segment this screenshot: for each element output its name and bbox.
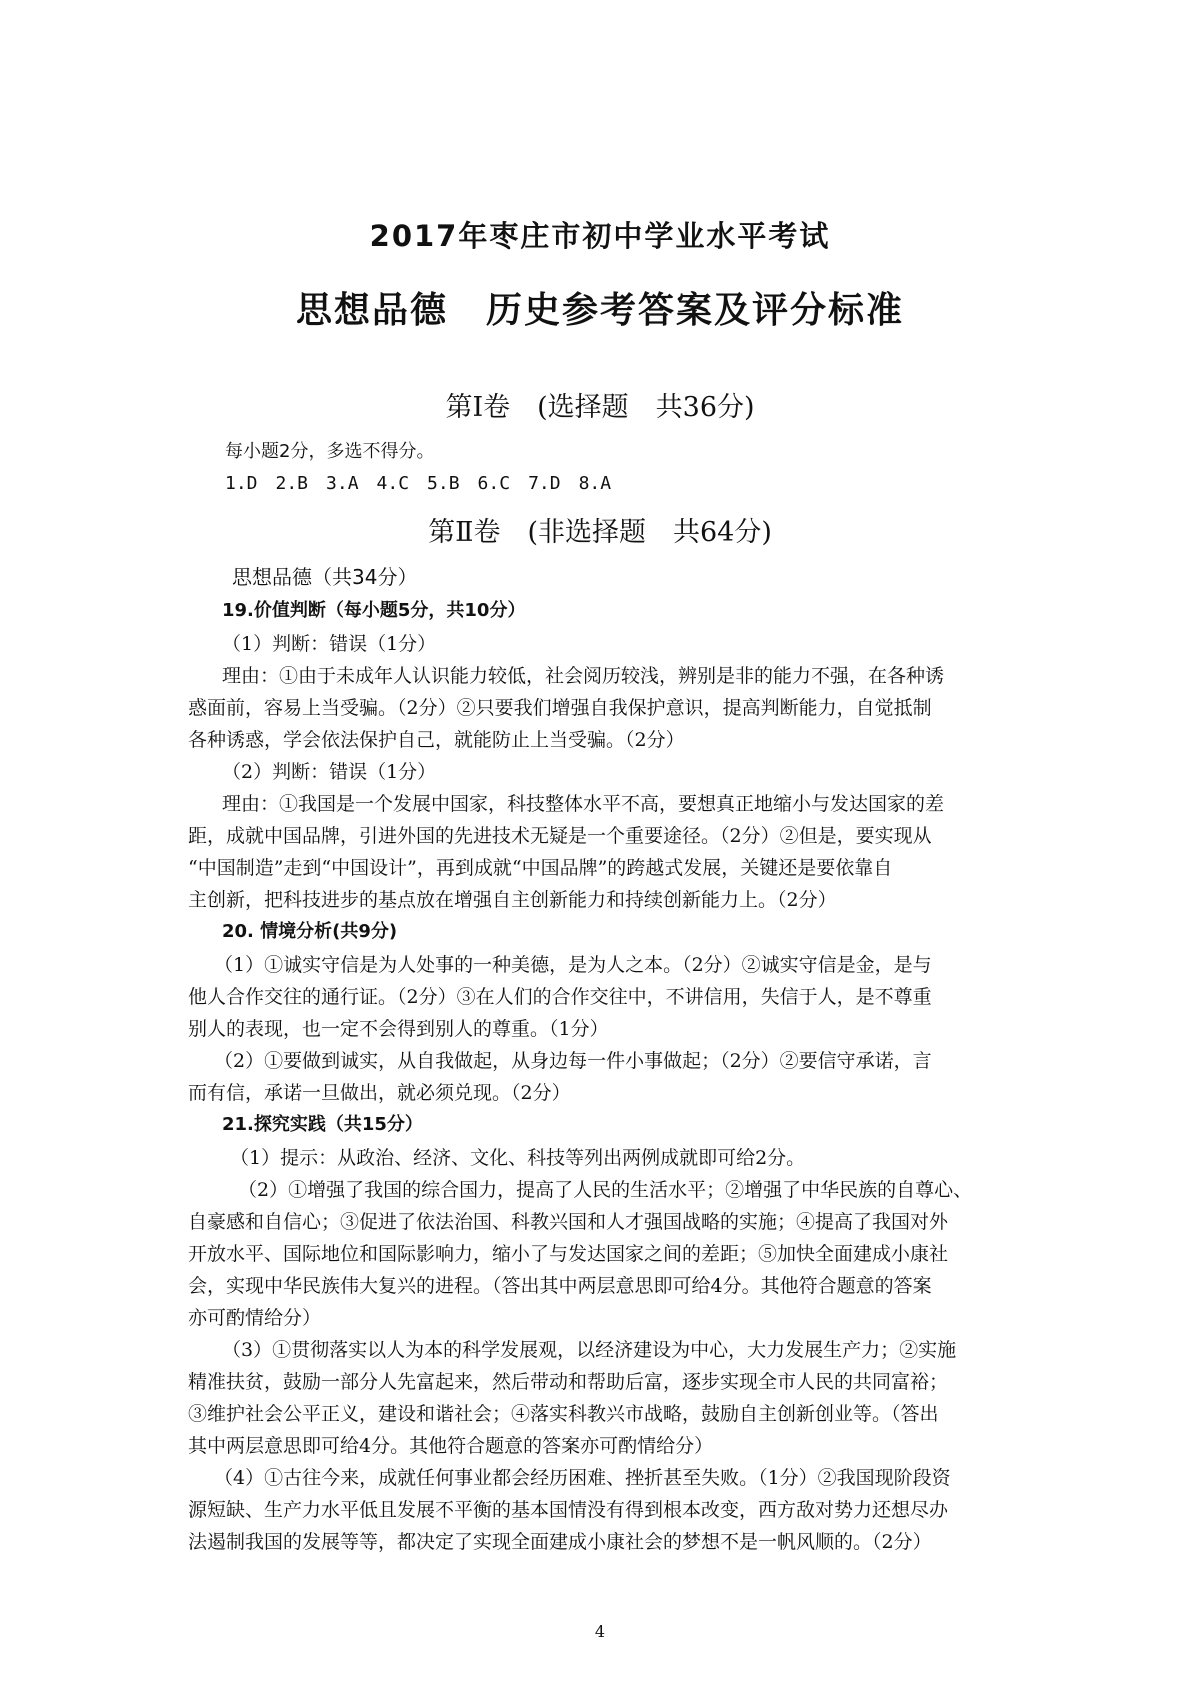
answer-line: 各种诱惑，学会依法保护自己，就能防止上当受骗。（2分）: [188, 729, 685, 751]
answer-line: 其中两层意思即可给4分。其他符合题意的答案亦可酌情给分）: [188, 1435, 714, 1457]
answer-line: （1）①诚实守信是为人处事的一种美德，是为人之本。（2分）②诚实守信是金，是与: [214, 954, 932, 976]
answer-line: 而有信，承诺一旦做出，就必须兑现。（2分）: [188, 1082, 571, 1104]
multiple-choice-answers: 1.D 2.B 3.A 4.C 5.B 6.C 7.D 8.A: [225, 473, 612, 494]
answer-line: 他人合作交往的通行证。（2分）③在人们的合作交往中，不讲信用，失信于人，是不尊重: [188, 986, 932, 1008]
document-title: 思想品德 历史参考答案及评分标准: [295, 290, 904, 331]
answer-line: 开放水平、国际地位和国际影响力，缩小了与发达国家之间的差距；⑤加快全面建成小康社: [188, 1243, 949, 1265]
answer-line: （2）判断：错误（1分）: [222, 761, 437, 783]
answer-line: 法遏制我国的发展等等，都决定了实现全面建成小康社会的梦想不是一帆风顺的。（2分）: [188, 1531, 932, 1553]
part2-heading: 第Ⅱ卷 (非选择题 共64分): [428, 517, 772, 548]
answer-line: 精准扶贫，鼓励一部分人先富起来，然后带动和帮助后富，逐步实现全市人民的共同富裕；: [188, 1371, 949, 1393]
page-number: 4: [594, 1622, 606, 1641]
answer-line: （1）判断：错误（1分）: [222, 633, 437, 655]
answer-line: 自豪感和自信心；③促进了依法治国、科教兴国和人才强国战略的实施；④提高了我国对外: [188, 1211, 949, 1233]
answer-line: 别人的表现，也一定不会得到别人的尊重。（1分）: [188, 1018, 609, 1040]
answer-line: 惑面前，容易上当受骗。（2分）②只要我们增强自我保护意识，提高判断能力，自觉抵制: [188, 697, 932, 719]
answer-line: 主创新，把科技进步的基点放在增强自主创新能力和持续创新能力上。（2分）: [188, 889, 837, 911]
question-heading: 21.探究实践（共15分）: [222, 1114, 423, 1135]
answer-line: 会，实现中华民族伟大复兴的进程。（答出其中两层意思即可给4分。其他符合题意的答案: [188, 1275, 932, 1297]
question-heading: 19.价值判断（每小题5分，共10分）: [222, 600, 526, 621]
answer-line: 亦可酌情给分）: [188, 1307, 322, 1329]
scoring-note: 每小题2分，多选不得分。: [225, 441, 435, 462]
answer-line: “中国制造”走到“中国设计”，再到成就“中国品牌”的跨越式发展，关键还是要依靠自: [188, 857, 893, 879]
answer-line: 距，成就中国品牌，引进外国的先进技术无疑是一个重要途径。（2分）②但是，要实现从: [188, 825, 932, 847]
answer-line: （2）①要做到诚实，从自我做起，从身边每一件小事做起；（2分）②要信守承诺，言: [214, 1050, 932, 1072]
part1-heading: 第Ⅰ卷 (选择题 共36分): [445, 392, 755, 423]
answer-line: （1）提示：从政治、经济、文化、科技等列出两例成就即可给2分。: [230, 1147, 806, 1169]
answer-line: （2）①增强了我国的综合国力，提高了人民的生活水平；②增强了中华民族的自尊心、: [238, 1179, 973, 1201]
answer-line: （3）①贯彻落实以人为本的科学发展观，以经济建设为中心，大力发展生产力；②实施: [222, 1339, 957, 1361]
answer-line: 源短缺、生产力水平低且发展不平衡的基本国情没有得到根本改变，西方敌对势力还想尽办: [188, 1499, 949, 1521]
question-heading: 20. 情境分析(共9分): [222, 921, 398, 942]
answer-line: 理由：①由于未成年人认识能力较低，社会阅历较浅，辨别是非的能力不强，在各种诱: [222, 665, 945, 687]
subject-heading: 思想品德（共34分）: [232, 565, 418, 589]
exam-title: 2017年枣庄市初中学业水平考试: [369, 219, 831, 253]
answer-line: 理由：①我国是一个发展中国家，科技整体水平不高，要想真正地缩小与发达国家的差: [222, 793, 945, 815]
answer-line: （4）①古往今来，成就任何事业都会经历困难、挫折甚至失败。（1分）②我国现阶段资: [214, 1467, 951, 1489]
answer-line: ③维护社会公平正义，建设和谐社会；④落实科教兴市战略，鼓励自主创新创业等。（答出: [188, 1403, 939, 1425]
